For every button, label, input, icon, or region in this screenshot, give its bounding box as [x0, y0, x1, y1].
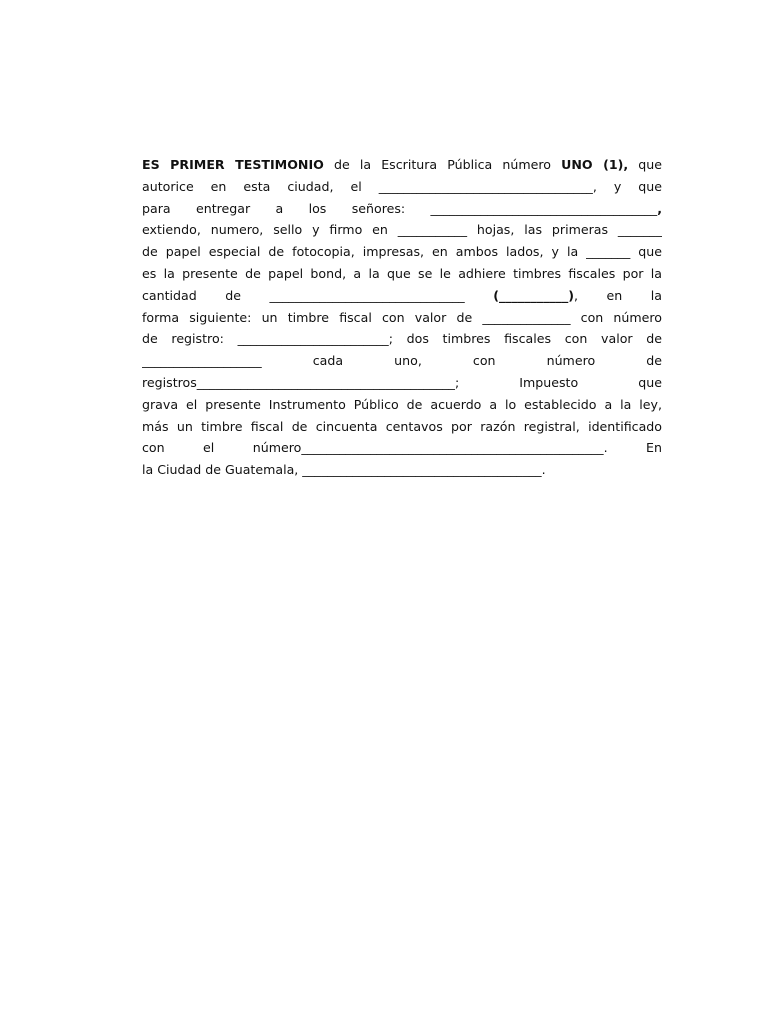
paragraph-line: más un timbre fiscal de cincuenta centavos por razón registral, identificado: [142, 418, 662, 434]
paragraph-line: es la presente de papel bond, a la que se le adhiere timbres fiscales por la: [142, 265, 662, 281]
paragraph-line: de registro: ________________________; dos timbres fiscales con valor de: [142, 331, 662, 347]
paragraph-line: autorice en esta ciudad, el __________________________________, y que: [142, 178, 662, 194]
bold-number-text: UNO (1),: [561, 157, 629, 172]
bold-punctuation: ,: [657, 200, 662, 216]
paragraph-last-line: la Ciudad de Guatemala, ______________________________________.: [142, 462, 546, 478]
paragraph-line: con el número________________________________________________. En: [142, 440, 662, 456]
paragraph-line: ___________________ cada uno, con número de: [142, 353, 662, 369]
line-text: que: [628, 157, 662, 172]
line-text: para entregar a los señores: ____________________________________: [142, 200, 658, 216]
paragraph-line: registros_________________________________________; Impuesto que: [142, 374, 662, 390]
line-text: cantidad de _______________________________: [142, 287, 494, 303]
paragraph-line: [142, 198, 662, 220]
line-text: , en la: [574, 287, 662, 303]
paragraph-line: [142, 285, 662, 307]
paragraph-line: forma siguiente: un timbre fiscal con valor de ______________ con número: [142, 309, 662, 325]
heading-bold-text: ES PRIMER TESTIMONIO: [142, 157, 324, 172]
bold-amount-blank: (___________): [493, 287, 575, 303]
paragraph-line: grava el presente Instrumento Público de acuerdo a lo establecido a la ley,: [142, 396, 662, 412]
testimonio-paragraph: [142, 154, 662, 481]
paragraph-line: [142, 154, 662, 176]
paragraph-line: de papel especial de fotocopia, impresas, en ambos lados, y la _______ que: [142, 244, 662, 260]
line-text: de la Escritura Pública número: [323, 157, 562, 172]
paragraph-line: extiendo, numero, sello y firmo en ___________ hojas, las primeras _______: [142, 222, 662, 238]
